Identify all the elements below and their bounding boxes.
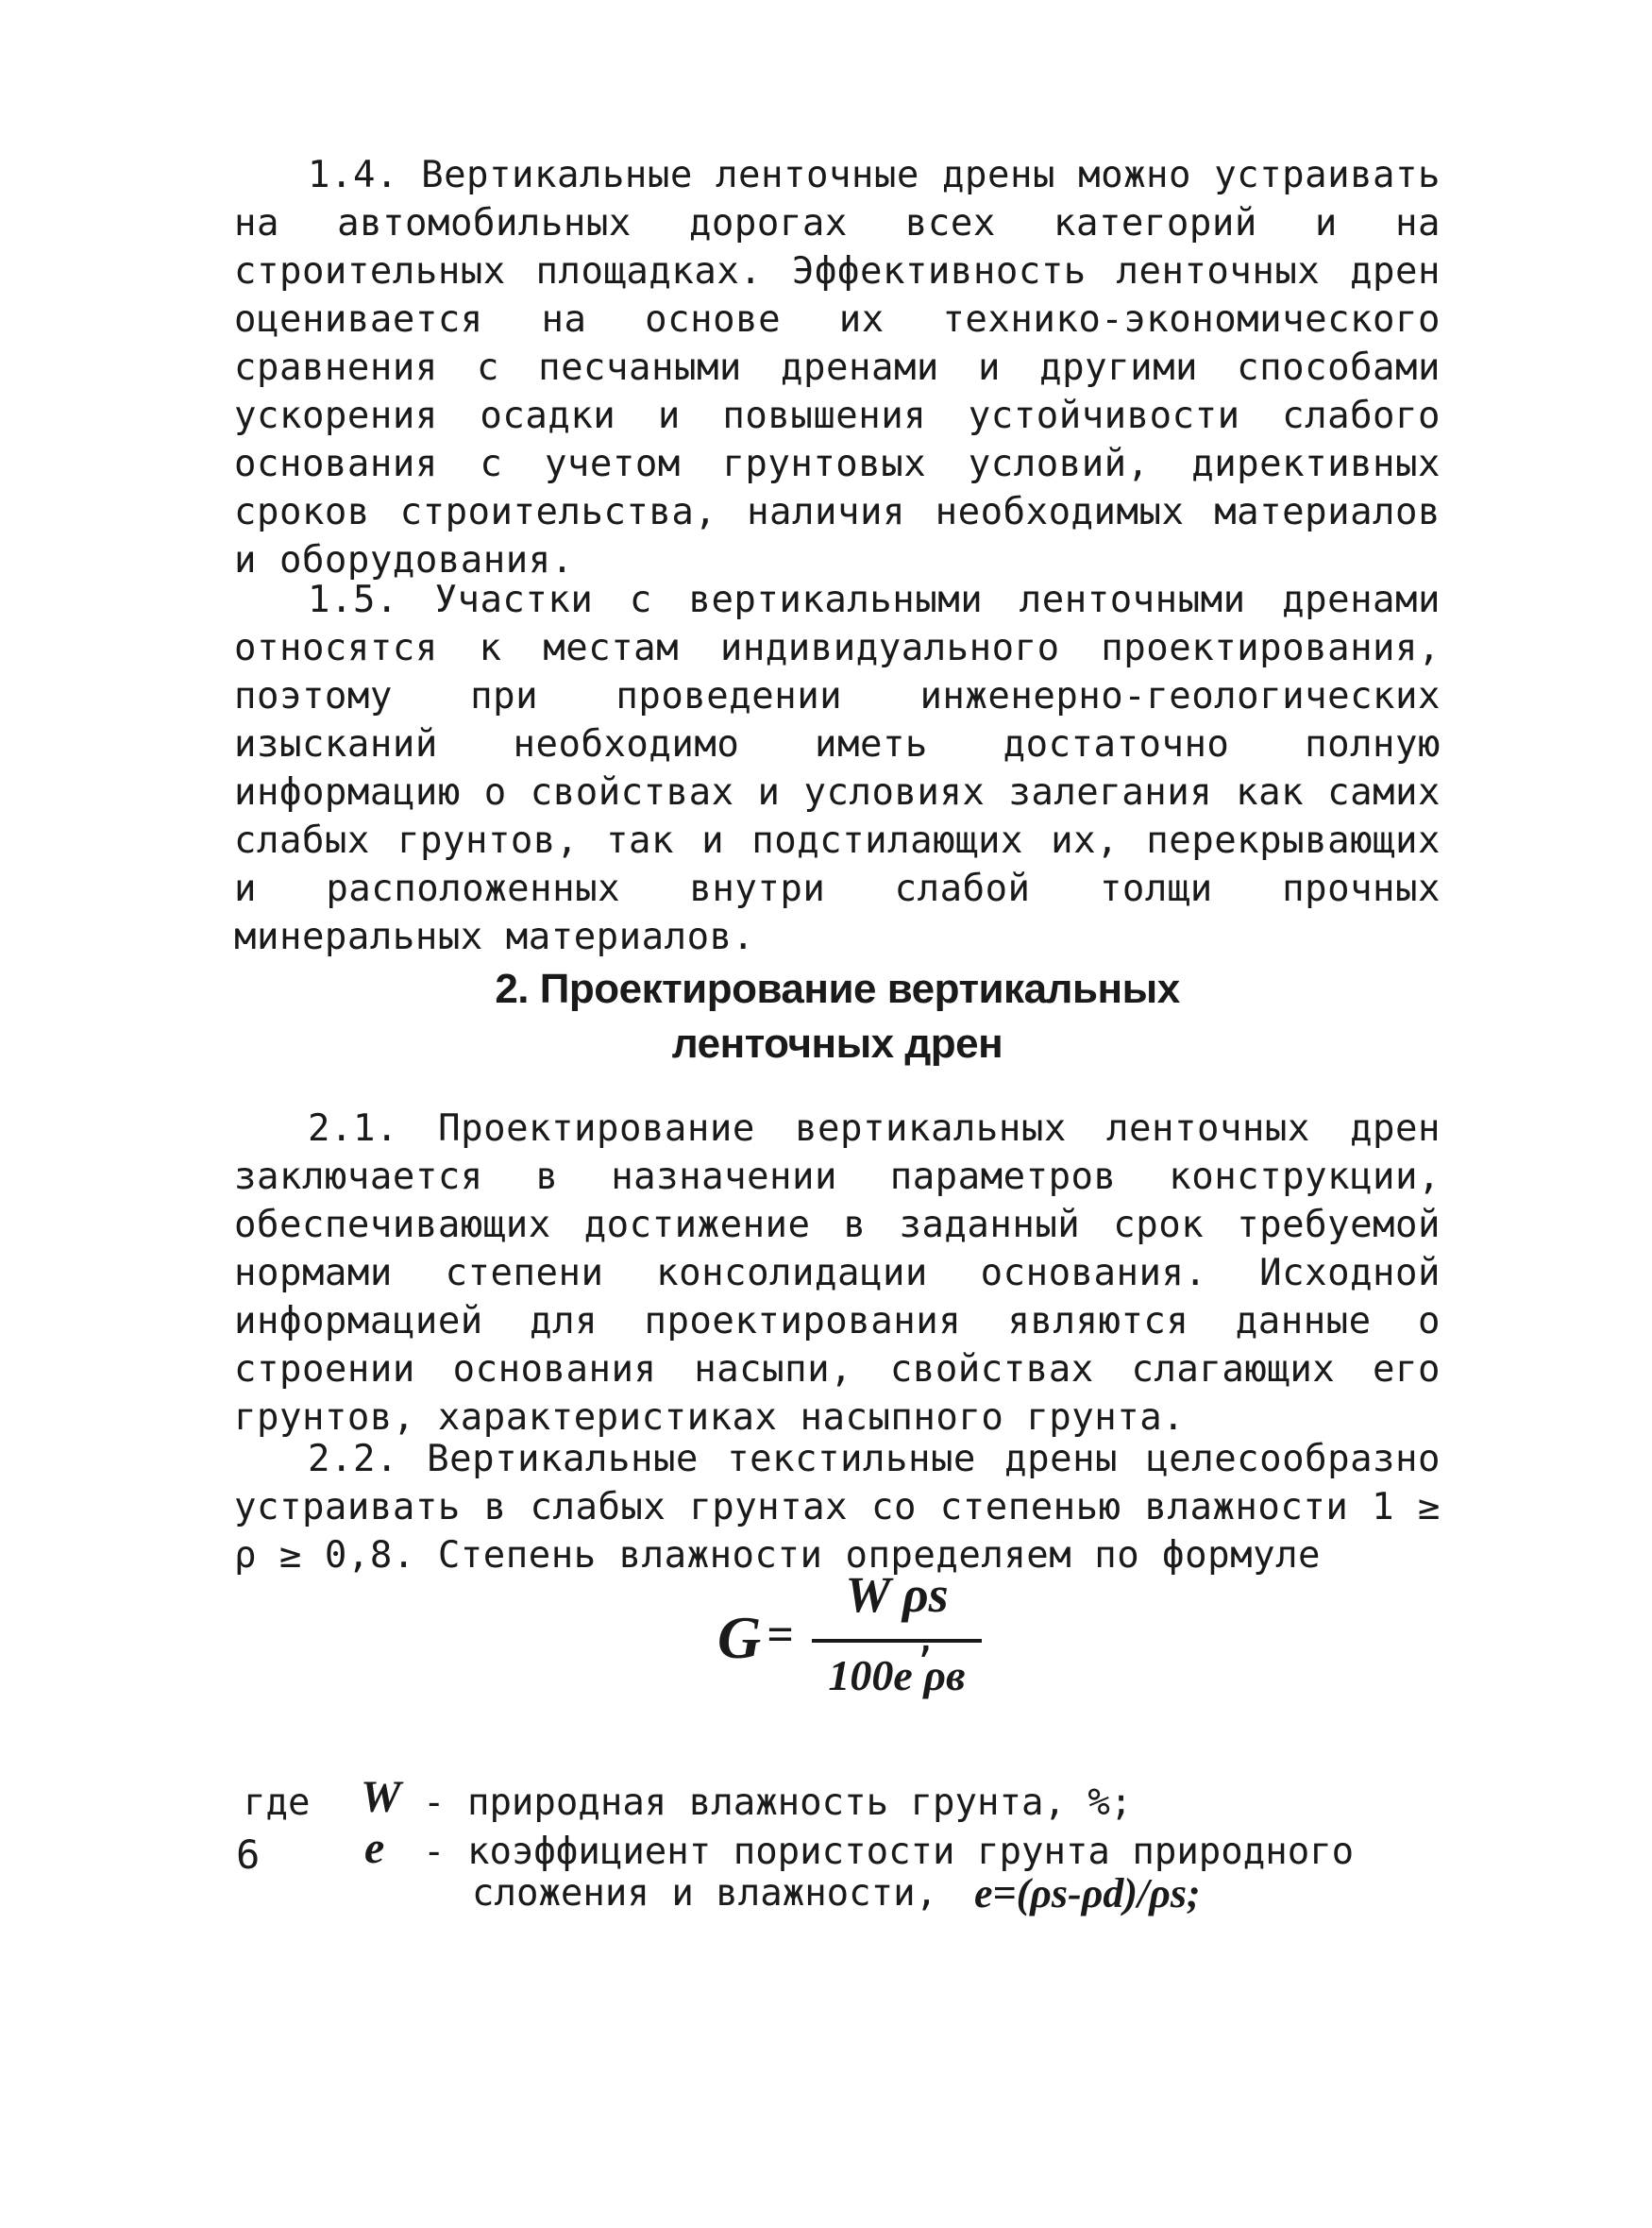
formula-denominator: 100e ρв — [828, 1651, 966, 1699]
definition-e-line-2: сложения и влажности, — [472, 1872, 938, 1915]
porosity-formula: e=(ρs-ρd)/ρs; — [974, 1870, 1201, 1916]
section-heading-line-1: 2. Проектирование вертикальных — [495, 966, 1180, 1012]
formula-numerator: W ρs — [845, 1566, 949, 1623]
paragraph-2-2: 2.2. Вертикальные текстильные дрены целесообразно устраивать в слабых грунтах со степенью влажности 1 ≥ ρ ≥ 0,8. Степень влажности определяем по формуле — [234, 1438, 1441, 1577]
paragraph-2-1: 2.1. Проектирование вертикальных ленточных дрен заключается в назначении параметров конструкции, обеспечивающих достижение в заданный срок требуемой нормами степени консолидации основания. Исходной информацией для проектирования являются данные о строении основания насыпи, свойствах слагающих его грунтов, характеристиках насыпного грунта. — [234, 1107, 1441, 1439]
formula-equals: = — [767, 1608, 794, 1661]
saturation-formula — [717, 1565, 1001, 1726]
fraction-bar — [812, 1639, 982, 1643]
where-label: где — [244, 1781, 311, 1824]
definition-e-line-1: - коэффициент пористости грунта природного — [423, 1831, 1355, 1873]
formula-comma: , — [914, 1614, 938, 1661]
section-heading-line-2: ленточных дрен — [671, 1021, 1003, 1067]
paragraph-1-4: 1.4. Вертикальные ленточные дрены можно устраивать на автомобильных дорогах всех категорий и на строительных площадках. Эффективность ленточных дрен оценивается на основе их технико-экономического сравнения с песчаными дренами и другими способами ускорения осадки и повышения устойчивости слабого основания с учетом грунтовых условий, директивных сроков строительства, наличия необходимых материалов и оборудования. — [234, 154, 1441, 582]
symbol-w: W — [361, 1772, 401, 1822]
section-heading — [234, 963, 1441, 1071]
formula-lhs: G — [717, 1604, 762, 1671]
symbol-e: e — [364, 1823, 385, 1873]
definition-w: - природная влажность грунта, %; — [423, 1781, 1133, 1824]
page-number: 6 — [236, 1831, 261, 1878]
paragraph-1-5: 1.5. Участки с вертикальными ленточными дренами относятся к местам индивидуального проектирования, поэтому при проведении инженерно-геологических изысканий необходимо иметь достаточно полную информацию о свойствах и условиях залегания как самих слабых грунтов, так и подстилающих их, перекрывающих и расположенных внутри слабой толщи прочных минеральных материалов. — [234, 579, 1441, 958]
